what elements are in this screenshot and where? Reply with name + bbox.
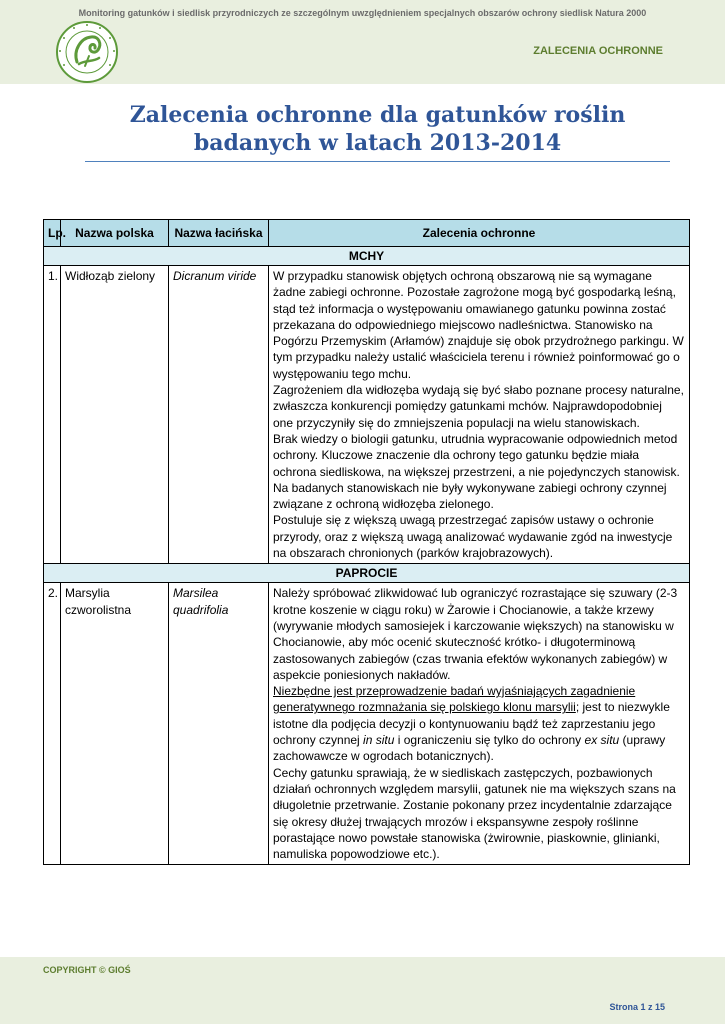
recommendation-paragraph: W przypadku stanowisk objętych ochroną obszarową nie są wymagane żadne zabiegi ochronne. Pozostałe zagrożone mogą być gospodarką leśną, stąd też informacja o występowaniu omawianego gatunku powinna zostać przekazana do odpowiedniego miejscowo nadleśnictwa. Stanowisko na Pogórzu Przemyskim (Arłamów) znajduje się obok przydrożnego parkingu. W tym przypadku należy ustalić właściciela terenu i również poinformować go o występowaniu tego mchu. bbox=[273, 269, 684, 381]
column-header-latin-name: Nazwa łacińska bbox=[169, 220, 269, 247]
header-section-label: ZALECENIA OCHRONNE bbox=[533, 45, 663, 57]
recommendation-paragraph: Należy spróbować zlikwidować lub ograniczyć rozrastające się szuwary (2-3 krotne koszenie w ciągu roku) w Żarowie i Chocianowie, a także krzewy (wyrywanie młodych samosiejek i karczowanie większych) na stanowisku w Chocianowie, aby móc ocenić skuteczność krótko- i długoterminową zastosowanych zabiegów (czas trwania efektów wykonanych zabiegów) w aspekcie poniesionych nakładów. bbox=[273, 586, 678, 682]
recommendations-table bbox=[43, 219, 690, 865]
recommendation-paragraph: Brak wiedzy o biologii gatunku, utrudnia wypracowanie odpowiednich metod ochrony. Kluczowe znaczenie dla ochrony tego gatunku będzie miała ochrona siedliskowa, na większej przestrzeni, a nie pojedynczych stanowisk. bbox=[273, 431, 680, 479]
row-number: 2. bbox=[44, 583, 61, 865]
section-title: MCHY bbox=[44, 247, 690, 266]
table-row bbox=[44, 583, 690, 865]
recommendation-paragraph: Postuluje się z większą uwagą przestrzegać zapisów ustawy o ochronie przyrody, oraz z większą uwagą analizować wydawanie zgód na inwestycje na obszarach chronionych (parków krajobrazowych). bbox=[273, 513, 673, 561]
recommendation-text bbox=[269, 266, 690, 564]
latin-term: in situ bbox=[363, 733, 395, 748]
recommendation-paragraph: Na badanych stanowiskach nie były wykonywane zabiegi ochrony czynnej związane z ochroną widłozęba zielonego. bbox=[273, 480, 667, 512]
column-header-recommendations: Zalecenia ochronne bbox=[269, 220, 690, 247]
row-number: 1. bbox=[44, 266, 61, 564]
section-row-mosses bbox=[44, 247, 690, 266]
underlined-text: Niezbędne jest przeprowadzenie badań wyjaśniających zagadnienie generatywnego rozmnażania się polskiego klonu marsylii bbox=[273, 684, 636, 715]
latin-name: Marsilea quadrifolia bbox=[169, 583, 269, 865]
page-title bbox=[85, 101, 670, 157]
page-number: Strona 1 z 15 bbox=[609, 1002, 665, 1012]
recommendation-paragraph: Zagrożeniem dla widłozęba wydają się być słabo poznane procesy naturalne, zwłaszcza konkurencji pomiędzy gatunkami mchów. Najprawdopodobniej one przyczyniły się do zmniejszenia populacji na wielu stanowiskach. bbox=[273, 383, 684, 430]
page-title-line1: Zalecenia ochronne dla gatunków roślin bbox=[129, 102, 626, 128]
table-header-row bbox=[44, 220, 690, 247]
header-title: Monitoring gatunków i siedlisk przyrodniczych ze szczególnym uwzględnieniem specjalnych obszarów ochrony siedlisk Natura 2000 bbox=[78, 8, 647, 18]
copyright-notice: COPYRIGHT © GIOŚ bbox=[43, 965, 131, 975]
latin-name: Dicranum viride bbox=[169, 266, 269, 564]
column-header-lp: Lp. bbox=[44, 220, 61, 247]
recommendation-paragraph: Cechy gatunku sprawiają, że w siedliskach zastępczych, pozbawionych działań ochronnych względem marsylii, gatunek nie ma większych szans na długoletnie przetrwanie. Zostanie pokonany przez incydentalnie zdarzające się okresy dłużej trwających mrozów i ekspansywne zespoły roślinne porastające nowo powstałe stanowiska (żwirownie, piaskownie, glinianki, namuliska popowodziowe etc.). bbox=[273, 765, 676, 862]
recommendation-paragraph bbox=[273, 683, 685, 764]
section-title: PAPROCIE bbox=[44, 564, 690, 583]
gios-logo-icon bbox=[55, 20, 119, 84]
recommendation-text bbox=[269, 583, 690, 865]
latin-term: ex situ bbox=[584, 733, 620, 748]
title-divider bbox=[85, 161, 670, 162]
table-row bbox=[44, 266, 690, 564]
text-run: (uprawy zachowawcze w ogrodach botanicznych). bbox=[273, 733, 666, 764]
column-header-polish-name: Nazwa polska bbox=[61, 220, 169, 247]
page-title-line2: badanych w latach 2013-2014 bbox=[193, 130, 562, 156]
polish-name: Marsylia czworolistna bbox=[61, 583, 169, 865]
polish-name: Widłoząb zielony bbox=[61, 266, 169, 564]
section-row-ferns bbox=[44, 564, 690, 583]
text-run: i ograniczeniu się tylko do ochrony bbox=[394, 733, 585, 748]
text-run: ; jest to niezwykle istotne dla podjęcia decyzji o kontynuowaniu bądź też zaprzestaniu jego ochrony czynnej bbox=[273, 700, 670, 748]
